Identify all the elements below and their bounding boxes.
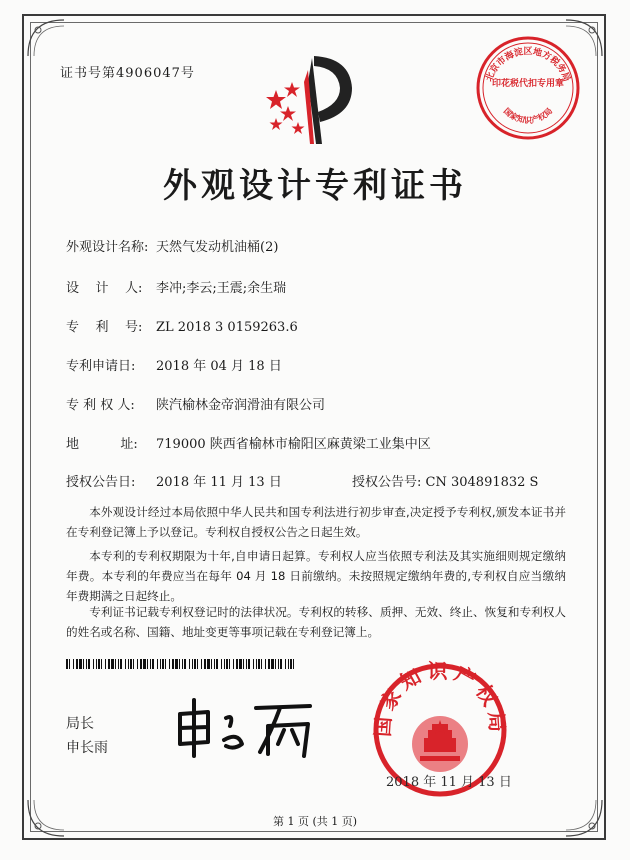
- design-name-row: [66, 236, 278, 255]
- designer-value: 李冲;李云;王震;余生瑞: [156, 281, 287, 296]
- designer-label: 设 计 人:: [66, 281, 143, 296]
- paragraph-grant-decision: 本外观设计经过本局依照中华人民共和国专利法进行初步审查,决定授予专利权,颁发本证书并在专利登记簿上予以登记。专利权自授权公告之日起生效。: [66, 505, 566, 539]
- office-seal-date: 2018 年 11 月 13 日: [386, 775, 512, 790]
- grant-date-value: 2018 年 11 月 13 日: [156, 475, 282, 490]
- design-name-value: 天然气发动机油桶(2): [156, 240, 279, 255]
- svg-text:国家知识产权局: [502, 106, 554, 125]
- page-indicator: 第 1 页 (共 1 页): [272, 815, 358, 828]
- certificate-number: 证书号第4906047号: [60, 66, 195, 81]
- print-seal-sub: 印花税代扣专用章: [491, 79, 565, 89]
- office-seal-text: 国家知识产权局: [370, 660, 510, 738]
- address-value: 719000 陕西省榆林市榆阳区麻黄梁工业集中区: [156, 437, 431, 452]
- address-row: [66, 433, 431, 452]
- print-seal-bottom: 国家知识产权局: [501, 106, 555, 125]
- filing-date-row: [66, 355, 282, 374]
- patent-number-row: [66, 316, 298, 335]
- page-title: 外观设计专利证书: [163, 166, 467, 206]
- patent-number-value: ZL 2018 3 0159263.6: [156, 320, 298, 335]
- designer-row: [66, 277, 286, 296]
- handwritten-signature: [168, 694, 318, 764]
- patentee-row: [66, 394, 325, 413]
- print-seal-text: 北京市海淀区地方税务局: [484, 47, 572, 84]
- director-name: 申长雨: [66, 740, 108, 756]
- grant-date-label: 授权公告日:: [66, 475, 136, 490]
- grant-number-value: CN 304891832 S: [425, 475, 539, 490]
- director-title: 局长: [66, 716, 94, 732]
- filing-date-value: 2018 年 04 月 18 日: [156, 359, 282, 374]
- grant-date-row: [66, 471, 282, 490]
- patentee-label: 专 利 权 人:: [66, 398, 135, 413]
- patent-office-emblem-icon: [262, 52, 362, 148]
- grant-number-row: [352, 471, 538, 490]
- design-name-label: 外观设计名称:: [66, 240, 149, 255]
- patentee-value: 陕汽榆林金帝润滑油有限公司: [156, 398, 326, 413]
- corner-ornament-icon: [24, 16, 68, 60]
- tax-stamp-seal-icon: [472, 32, 584, 144]
- paragraph-legal-status: 专利证书记载专利权登记时的法律状况。专利权的转移、质押、无效、终止、恢复和专利权人的姓名或名称、国籍、地址变更等事项记载在专利登记簿上。: [66, 605, 566, 639]
- patent-number-label: 专 利 号:: [66, 320, 143, 335]
- svg-text:印花税代扣专用章: [492, 77, 564, 89]
- barcode-icon: [66, 659, 296, 669]
- filing-date-label: 专利申请日:: [66, 359, 136, 374]
- paragraph-term-fees: 本专利的专利权期限为十年,自申请日起算。专利权人应当依照专利法及其实施细则规定缴纳年费。本专利的年费应当在每年 04 月 18 日前缴纳。未按照规定缴纳年费的,专利权自应当缴纳年费期满之日起终止。: [66, 549, 566, 603]
- grant-number-label: 授权公告号:: [352, 475, 422, 490]
- address-label: 地 址:: [66, 437, 138, 452]
